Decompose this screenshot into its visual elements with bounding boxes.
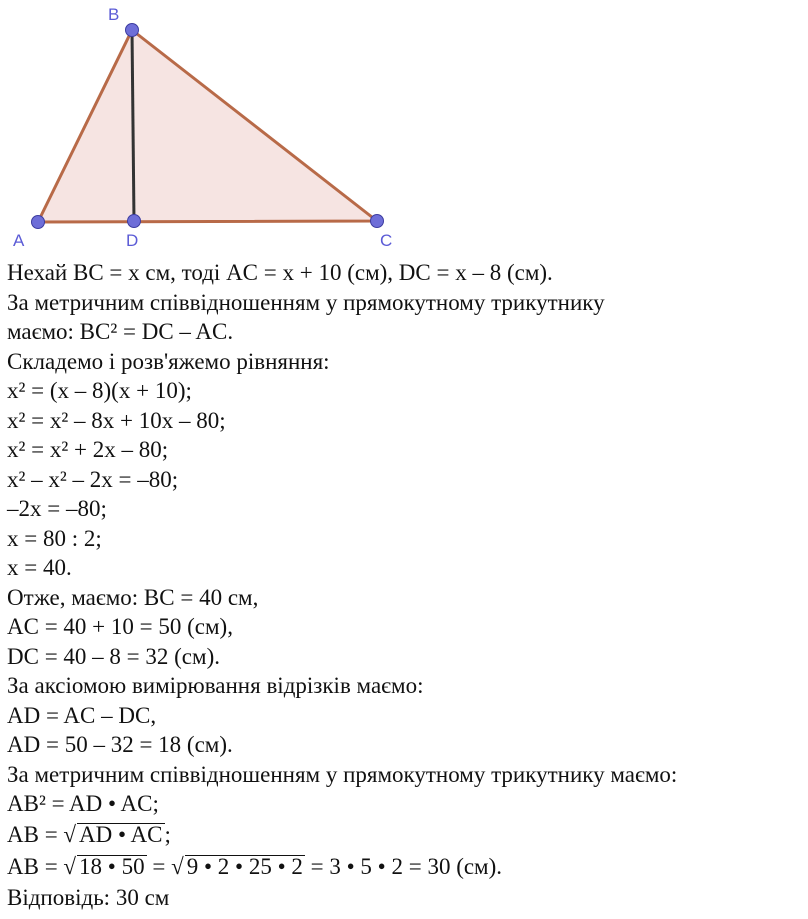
sqrt-suffix: ;: [164, 821, 171, 847]
solution-line: Отже, маємо: BC = 40 см,: [7, 584, 259, 610]
solution-line: AC = 40 + 10 = 50 (см),: [7, 614, 233, 639]
equation-line: x = 40.: [7, 555, 72, 580]
solution-line: DC = 40 – 8 = 32 (см).: [7, 643, 220, 669]
equation-line: –2x = –80;: [7, 496, 107, 521]
sqrt-prefix: AB =: [7, 821, 64, 847]
solution-line: AD = AC – DC,: [7, 702, 157, 728]
solution-line: За аксіомою вимірювання відрізків маємо:: [7, 673, 424, 698]
solution-line: Нехай BC = x см, тоді AC = x + 10 (см), DC = x – 8 (см).: [7, 260, 553, 285]
answer-line: Відповідь: 30 см: [7, 884, 170, 910]
equation-line: x² = x² – 8x + 10x – 80;: [7, 407, 226, 433]
point-b: [126, 24, 139, 37]
radicand: 18 • 50: [79, 853, 145, 879]
solution-line: За метричним співвідношенням у прямокутному трикутнику: [7, 289, 605, 315]
radicand: AD • AC: [79, 821, 163, 847]
sqrt-prefix: AB =: [7, 853, 64, 879]
label-a: A: [13, 231, 25, 250]
solution-line: Складемо і розв'яжемо рівняння:: [7, 348, 330, 374]
radical-sign: √: [63, 853, 77, 879]
altitude-bd: [132, 30, 134, 221]
equation-line: x = 80 : 2;: [7, 525, 102, 551]
sqrt-line: [7, 819, 807, 851]
equation-line: x² = (x – 8)(x + 10);: [7, 378, 192, 403]
solution-line: AB² = AD • AC;: [7, 791, 159, 816]
triangle-abc: [38, 30, 377, 222]
label-b: B: [108, 5, 120, 24]
sqrt-line: [7, 851, 807, 883]
solution-line: AD = 50 – 32 = 18 (см).: [7, 732, 233, 757]
solution-line: За метричним співвідношенням у прямокутному трикутнику маємо:: [7, 761, 678, 787]
radicand: 9 • 2 • 25 • 2: [186, 853, 303, 879]
sqrt-mid: =: [146, 853, 172, 879]
point-a: [32, 216, 45, 229]
point-d: [128, 215, 141, 228]
radical-sign: √: [63, 821, 77, 847]
equation-line: x² – x² – 2x = –80;: [7, 466, 179, 492]
radical-sign: √: [171, 853, 184, 879]
label-d: D: [126, 231, 139, 250]
triangle-figure: [0, 0, 808, 255]
equation-line: x² = x² + 2x – 80;: [7, 437, 169, 462]
solution-text: [7, 258, 807, 912]
label-c: C: [380, 231, 393, 250]
point-c: [371, 215, 384, 228]
sqrt-suffix: = 3 • 5 • 2 = 30 (см).: [304, 853, 503, 879]
solution-line: маємо: BC² = DC – AC.: [7, 319, 234, 344]
